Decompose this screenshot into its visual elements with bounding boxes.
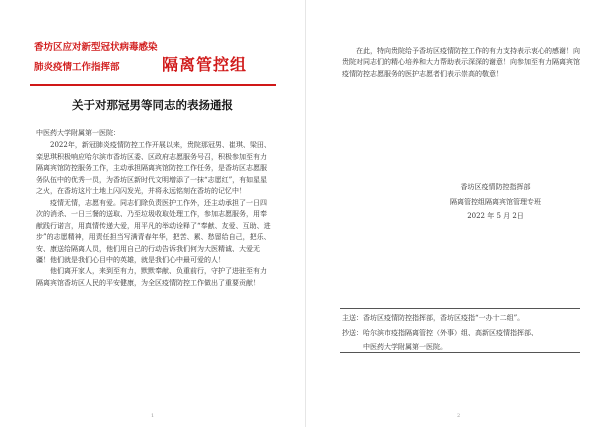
closing-paragraph: 在此，特向贵院给予香坊区疫情防控工作的有力支持表示衷心的感谢！向贵院对同志们的精心培养和大力帮助表示深深的谢意！向参加至有力隔离宾馆疫情防控志愿服务的医护志愿者们表示崇高的敬意！ — [342, 47, 580, 78]
issuer-line-2: 肺炎疫情工作指挥部 — [34, 62, 120, 73]
issuer-line-1: 香坊区应对新型冠状病毒感染 — [34, 42, 158, 53]
distribution-list — [342, 311, 580, 355]
distribution-cc-label: 抄送： — [342, 328, 363, 337]
document-title: 关于对那冠男等同志的表扬通报 — [72, 98, 233, 112]
paragraph-1: 2022年，新冠肺炎疫情防控工作开展以来，贵院那冠男、崔琪、梁田、栾思琪积极响应哈尔滨市香坊区委、区政府志愿服务号召，积极参加至有力隔离宾馆防控服务工作，主动承担隔离宾馆防控工作任务，是香坊区志愿服务队伍中的优秀一员，为香坊区新时代文明增添了一抹“志愿红”，有如星星之火，在香坊这片土地上闪闪发光，并将永远铭刻在香坊的记忆中！ — [36, 141, 271, 196]
issuer-unit: 隔离管控组 — [162, 55, 248, 74]
signature-line-2: 隔离管控组隔离宾馆管理专班 — [450, 197, 541, 206]
issuer-name — [34, 38, 164, 78]
red-header-rule — [30, 84, 276, 86]
distribution-rule-bottom — [340, 352, 580, 353]
distribution-to — [342, 311, 580, 326]
paragraph-2: 疫情无情，志愿有爱。同志们除负责医护工作外，还主动承担了一日四次的消杀、一日三餐的送取、乃至垃圾收取处理工作，参加志愿服务，用奉献践行诺言，用真情传递大爱，用平凡的举动诠释了“奉献、友爱、互助、进步”的志愿精神，用责任担当写满青春年华，把苦、累、愁留给自己，把乐、安、康送给隔离人员，他们用自己的行动告诉我们何为大医精诚、大爱无疆！他们就是我们心目中的英雄，就是我们心中最可爱的人！ — [36, 198, 271, 264]
distribution-rule-top — [340, 308, 580, 309]
distribution-to-label: 主送： — [342, 314, 363, 322]
document-body — [36, 128, 272, 289]
signature-date: 2022 年 5 月 2日 — [467, 212, 524, 220]
signature-line-1: 香坊区疫情防控指挥部 — [460, 183, 531, 191]
salutation: 中医药大学附属第一医院： — [36, 129, 120, 137]
document-body-continued — [342, 46, 580, 80]
page-number: 1 — [151, 413, 155, 419]
distribution-cc-text-1: 哈尔滨市疫指隔离管控（外事）组、高新区疫情指挥部、 — [363, 328, 538, 337]
distribution-to-text: 香坊区疫情防控指挥部，香坊区疫指“一办十二组”。 — [363, 314, 525, 322]
signature-block — [450, 180, 541, 224]
paragraph-3: 他们离开家人，来到至有力，默默奉献、负重前行，守护了进驻至有力隔离宾馆香坊区人民的平安健康，为全区疫情防控工作做出了重要贡献！ — [36, 267, 267, 287]
document-page-2 — [306, 0, 611, 427]
document-page-1 — [0, 0, 305, 427]
distribution-cc — [342, 326, 580, 341]
page-number: 2 — [457, 413, 461, 419]
distribution-cc-continued: 中医药大学附属第一医院。 — [363, 343, 447, 351]
